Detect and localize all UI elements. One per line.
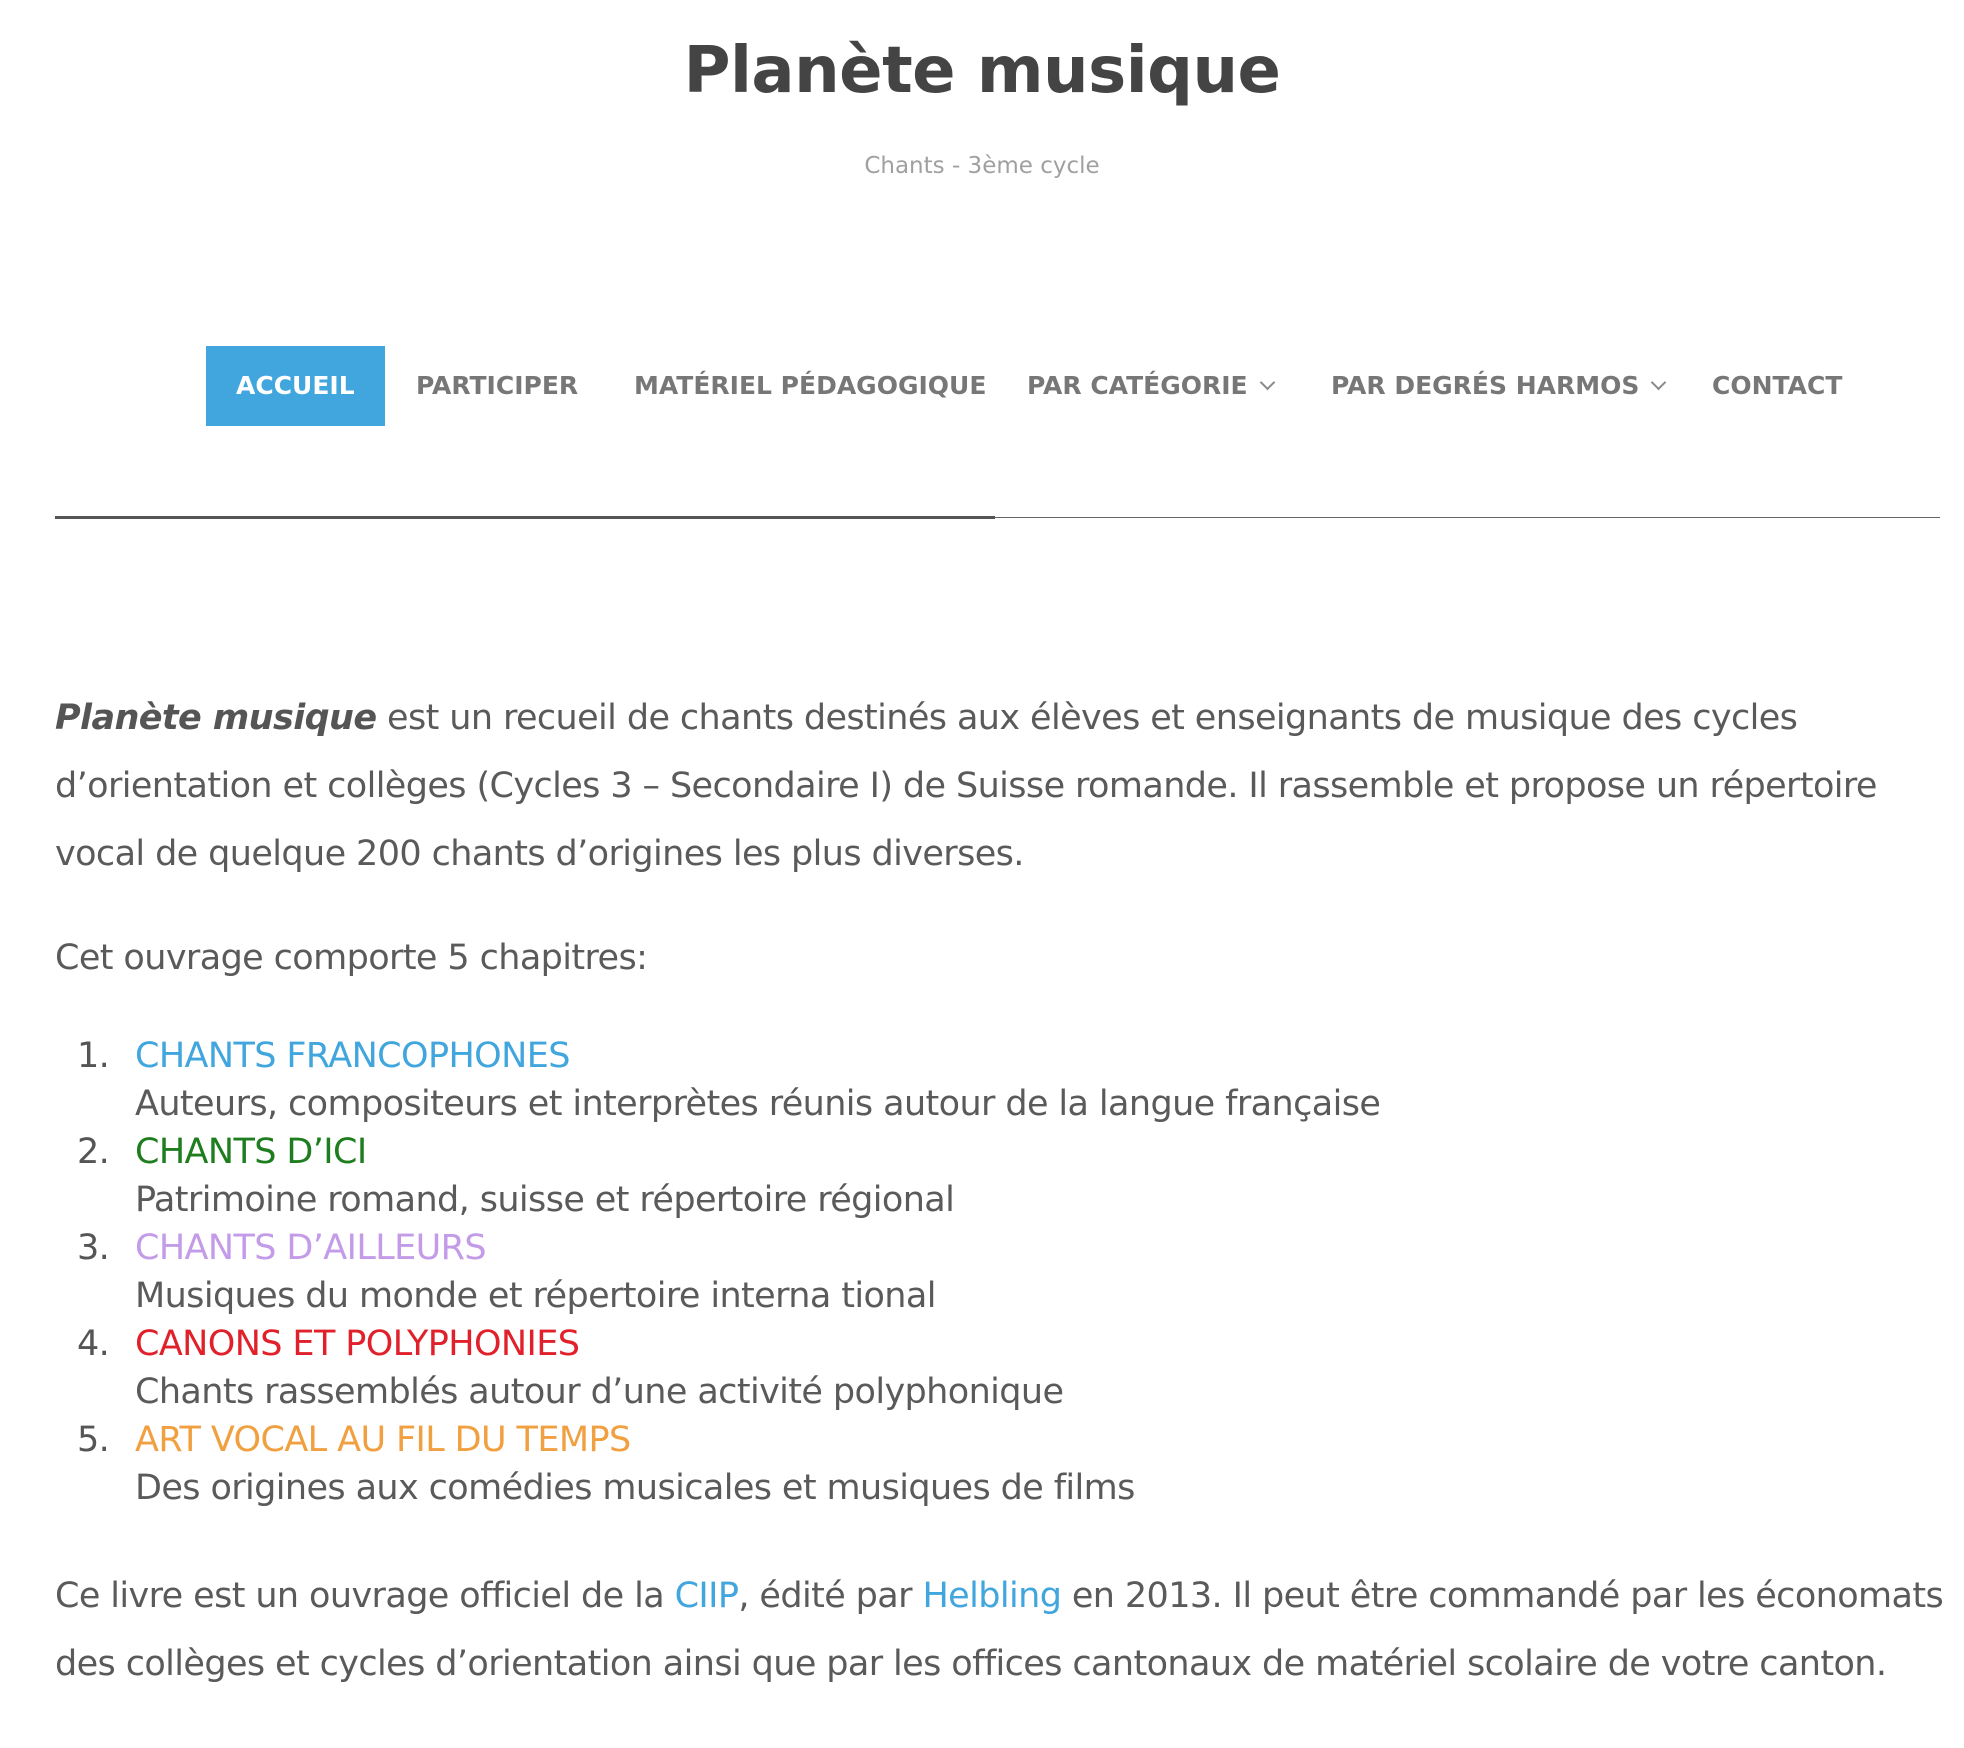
ciip-link[interactable]: CIIP <box>674 1576 739 1616</box>
chapter-number: 5. <box>77 1420 110 1460</box>
main-content <box>55 684 1945 1684</box>
header-divider <box>995 517 1940 518</box>
list-item <box>55 1032 1380 1128</box>
outro-paragraph <box>55 1562 1945 1698</box>
chapter-list <box>55 1032 1380 1512</box>
main-navigation <box>0 346 1964 428</box>
site-title[interactable]: Planète musique <box>683 34 1281 108</box>
intro-paragraph <box>55 684 1945 888</box>
chevron-down-icon <box>1651 375 1667 391</box>
nav-item-par-categorie[interactable] <box>1027 346 1273 426</box>
chapter-number: 4. <box>77 1324 110 1364</box>
nav-item-label: CONTACT <box>1712 371 1843 400</box>
chapter-link-chants-francophones[interactable]: CHANTS FRANCOPHONES <box>135 1036 570 1076</box>
list-item <box>55 1416 1380 1512</box>
nav-item-contact[interactable] <box>1712 346 1842 426</box>
chapter-link-canons-et-polyphonies[interactable]: CANONS ET POLYPHONIES <box>135 1324 580 1364</box>
nav-item-par-degres-harmos[interactable] <box>1331 346 1664 426</box>
chapter-description: Chants rassemblés autour d’une activité polyphonique <box>135 1372 1064 1412</box>
chevron-down-icon <box>1259 375 1275 391</box>
nav-item-label: PARTICIPER <box>416 371 579 400</box>
chapter-link-art-vocal-au-fil-du-temps[interactable]: ART VOCAL AU FIL DU TEMPS <box>135 1420 631 1460</box>
list-item <box>55 1224 1380 1320</box>
nav-item-label: ACCUEIL <box>236 371 355 400</box>
chapter-number: 2. <box>77 1132 110 1172</box>
site-tagline: Chants - 3ème cycle <box>864 153 1100 179</box>
intro-text: est un recueil de chants destinés aux élèves et enseignants de musique des cycles d’orientation et collèges (Cycles 3 – Secondaire I) de Suisse romande. Il rassemble et propose un répertoire vocal de quelque 200 chants d’origines les plus diverses. <box>55 698 1877 874</box>
chapters-intro: Cet ouvrage comporte 5 chapitres: <box>55 938 648 978</box>
chapter-description: Des origines aux comédies musicales et musiques de films <box>135 1468 1135 1508</box>
nav-item-label: PAR CATÉGORIE <box>1027 371 1248 400</box>
nav-item-participer[interactable] <box>416 346 578 426</box>
list-item <box>55 1128 1380 1224</box>
outro-text: Ce livre est un ouvrage officiel de la <box>55 1576 675 1616</box>
nav-item-label: MATÉRIEL PÉDAGOGIQUE <box>634 371 987 400</box>
chapter-description: Musiques du monde et répertoire interna tional <box>135 1276 936 1316</box>
chapter-description: Patrimoine romand, suisse et répertoire régional <box>135 1180 955 1220</box>
chapter-link-chants-d-ailleurs[interactable]: CHANTS D’AILLEURS <box>135 1228 487 1268</box>
list-item <box>55 1320 1380 1416</box>
header-divider-accent <box>55 516 995 519</box>
intro-book-title: Planète musique <box>55 698 377 738</box>
chapter-link-chants-d-ici[interactable]: CHANTS D’ICI <box>135 1132 367 1172</box>
chapter-number: 1. <box>77 1036 110 1076</box>
nav-item-materiel-pedagogique[interactable] <box>634 346 986 426</box>
outro-text: , édité par <box>738 1576 923 1616</box>
helbling-link[interactable]: Helbling <box>922 1576 1062 1616</box>
outro-text: en 2013. Il peut être commandé par les économats des collèges et cycles d’orientation ainsi que par les offices cantonaux de matériel scolaire de votre canton. <box>55 1576 1944 1684</box>
chapter-number: 3. <box>77 1228 110 1268</box>
chapter-description: Auteurs, compositeurs et interprètes réunis autour de la langue française <box>135 1084 1381 1124</box>
nav-item-label: PAR DEGRÉS HARMOS <box>1331 371 1640 400</box>
nav-item-accueil[interactable] <box>206 346 385 426</box>
